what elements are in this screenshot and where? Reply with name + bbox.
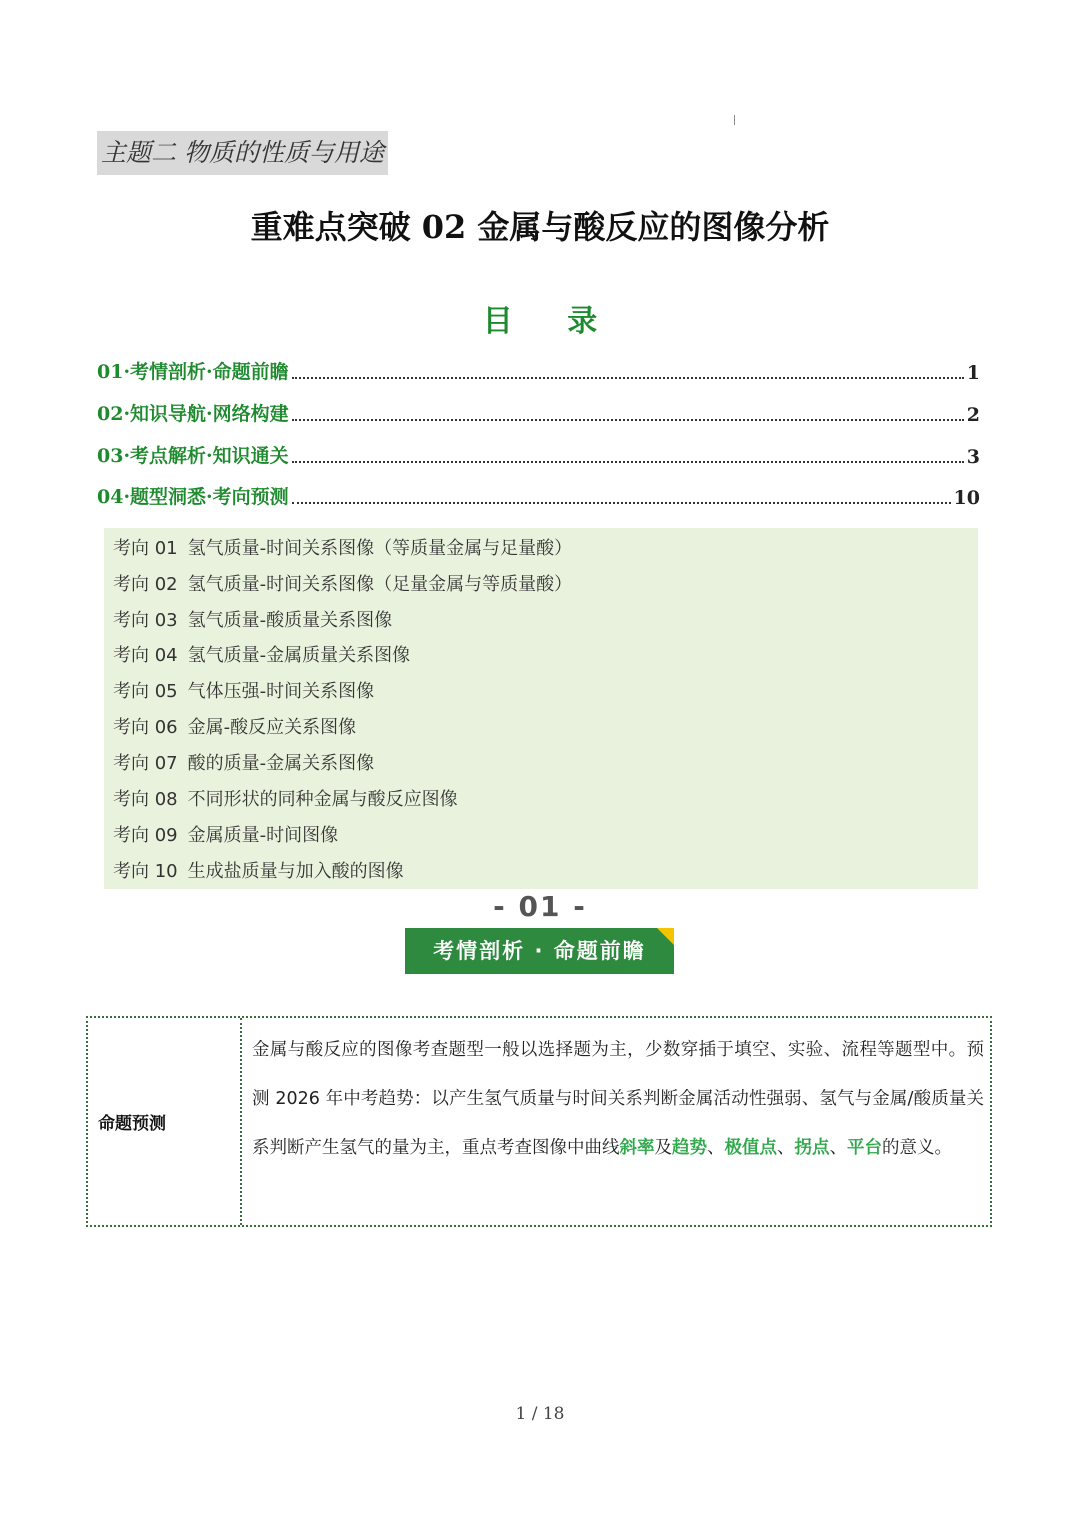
subitem-code: 考向 01	[113, 538, 178, 559]
toc-leader-dots	[292, 418, 964, 421]
toc-entry[interactable]	[97, 481, 980, 509]
toc-subitem[interactable]	[113, 534, 572, 564]
subitem-code: 考向 10	[113, 861, 178, 882]
subitem-text: 气体压强-时间关系图像	[187, 681, 375, 702]
subitem-text: 金属-酸反应关系图像	[187, 717, 357, 738]
subitem-code: 考向 09	[113, 825, 178, 846]
prediction-label: 命题预测	[98, 1114, 166, 1134]
toc-subitem[interactable]	[113, 570, 572, 600]
toc-subitem[interactable]	[113, 606, 392, 636]
subitem-code: 考向 07	[113, 753, 178, 774]
prediction-text-part: 及	[654, 1138, 672, 1158]
subitem-text: 酸的质量-金属关系图像	[187, 753, 375, 774]
toc-subitem[interactable]	[113, 749, 374, 779]
table-divider	[240, 1018, 242, 1225]
toc-subitem[interactable]	[113, 677, 374, 707]
toc-entry-label: 02·知识导航·网络构建	[97, 403, 289, 425]
highlight-term: 趋势	[672, 1138, 707, 1158]
toc-leader-dots	[292, 460, 964, 463]
separator: 、	[707, 1138, 725, 1158]
subitem-text: 生成盐质量与加入酸的图像	[187, 861, 404, 882]
page-title: 重难点突破 02 金属与酸反应的图像分析	[250, 208, 830, 246]
section-number: - 01 -	[493, 890, 587, 923]
subitem-code: 考向 08	[113, 789, 178, 810]
toc-entry-page: 2	[966, 404, 980, 426]
toc-entry[interactable]	[97, 398, 980, 426]
topic-label: 主题二 物质的性质与用途	[97, 131, 388, 175]
toc-entry-label: 01·考情剖析·命题前瞻	[97, 361, 289, 383]
highlight-term: 平台	[847, 1138, 882, 1158]
subitem-text: 氢气质量-酸质量关系图像	[187, 610, 393, 631]
highlight-term: 极值点	[724, 1138, 777, 1158]
prediction-table	[86, 1016, 992, 1227]
toc-entry-label: 03·考点解析·知识通关	[97, 445, 289, 467]
page-marker	[734, 115, 735, 125]
subitem-code: 考向 04	[113, 645, 178, 666]
highlight-term: 斜率	[619, 1138, 655, 1158]
subitem-text: 氢气质量-时间关系图像（等质量金属与足量酸）	[187, 538, 573, 559]
separator: 、	[829, 1138, 847, 1158]
toc-entry-page: 3	[966, 446, 980, 468]
toc-subitem[interactable]	[113, 785, 458, 815]
subitem-code: 考向 03	[113, 610, 178, 631]
subitem-code: 考向 06	[113, 717, 178, 738]
subitem-code: 考向 02	[113, 574, 178, 595]
toc-entry-page: 1	[966, 362, 980, 384]
subitem-code: 考向 05	[113, 681, 178, 702]
toc-leader-dots	[292, 376, 964, 379]
prediction-text	[252, 1026, 984, 1173]
toc-entry-page: 10	[953, 487, 980, 509]
section-banner: 考情剖析 · 命题前瞻	[405, 928, 674, 974]
toc-entry-label: 04·题型洞悉·考向预测	[97, 486, 289, 508]
banner-corner-accent	[657, 928, 674, 945]
toc-heading: 目 录	[482, 304, 620, 339]
highlight-term: 拐点	[794, 1138, 830, 1158]
separator: 、	[777, 1138, 795, 1158]
subitem-text: 氢气质量-时间关系图像（足量金属与等质量酸）	[187, 574, 573, 595]
toc-subitem[interactable]	[113, 821, 338, 851]
toc-leader-dots	[292, 501, 951, 504]
toc-subitem[interactable]	[113, 713, 356, 743]
prediction-text-part: 金属与酸反应的图像考查题型一般以选择题为主，少数穿插于填空、实验、流程等题型中。预测 2026 年中考趋势：以产生氢气质量与时间关系判断金属活动性强弱、氢气与金属/酸质量关系判断产生氢气的量为主，重点考查图像中曲线	[252, 1040, 984, 1158]
toc-entry[interactable]	[97, 440, 980, 468]
toc-entry[interactable]	[97, 356, 980, 384]
subitem-text: 金属质量-时间图像	[187, 825, 339, 846]
subitem-text: 不同形状的同种金属与酸反应图像	[187, 789, 458, 810]
prediction-text-part: 的意义。	[882, 1138, 952, 1158]
page-indicator: 1 / 18	[515, 1404, 565, 1424]
subitem-text: 氢气质量-金属质量关系图像	[187, 645, 411, 666]
toc-subitem[interactable]	[113, 641, 410, 671]
toc-subitem[interactable]	[113, 857, 404, 887]
